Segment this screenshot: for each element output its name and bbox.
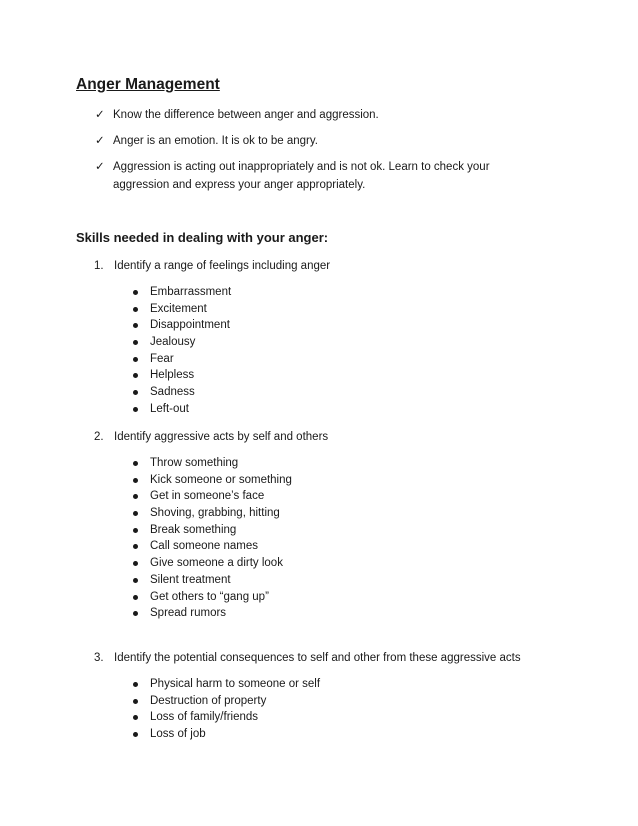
bullet-icon — [133, 511, 138, 516]
bullet-icon — [133, 461, 138, 466]
checklist-text: Aggression is acting out inappropriately and is not ok. Learn to check your aggression and express your anger appropriately. — [113, 161, 490, 191]
checkmark-icon: ✓ — [95, 109, 105, 121]
bullet-icon — [133, 611, 138, 616]
bullet-icon — [133, 544, 138, 549]
skill-text: Identify the potential consequences to self and other from these aggressive acts — [114, 652, 521, 664]
checkmark-icon: ✓ — [95, 161, 105, 173]
bullet-icon — [133, 390, 138, 395]
bullet-icon — [133, 494, 138, 499]
bullet-icon — [133, 732, 138, 737]
bullet-icon — [133, 561, 138, 566]
page-title: Anger Management — [76, 76, 220, 93]
skill-number: 1. — [94, 260, 104, 272]
bullet-icon — [133, 323, 138, 328]
checklist-text: Know the difference between anger and aggression. — [113, 109, 379, 121]
checkmark-icon: ✓ — [95, 135, 105, 147]
bullet-icon — [133, 682, 138, 687]
skill-number: 2. — [94, 431, 104, 443]
skill-text: Identify a range of feelings including anger — [114, 260, 331, 272]
bullet-icon — [133, 478, 138, 483]
bullet-icon — [133, 407, 138, 412]
bullet-icon — [133, 715, 138, 720]
bullet-icon — [133, 340, 138, 345]
bullet-icon — [133, 290, 138, 295]
skill-text: Identify aggressive acts by self and others — [114, 431, 329, 443]
skill-number: 3. — [94, 652, 104, 664]
bullet-icon — [133, 373, 138, 378]
bullet-icon — [133, 357, 138, 362]
document-page: Anger Management ✓ Know the difference between anger and aggression. ✓ Anger is an emotion. It is ok to be angry. ✓ Aggression is acting out inappropriately and is not ok. Learn to check your aggression and express your anger appropriately. Skills needed in dealing with your anger: 1. Identify a range of feelings including anger Embarrassment Excitement Disappointment Jealousy Fear Helpless Sadness Left-out 2. Identify aggressive acts by self and others Throw something Kick someone or something Get in someone’s face Shoving, grabbing, hitting Break something Call someone names Give someone a dirty look Silent treatment Get others to “gang up” Spread rumors 3. Identify the potential consequences to self and other from these aggressive acts Physical harm to someone or self Destruction of property Loss of family/friends Loss of job — [0, 0, 638, 826]
skills-heading: Skills needed in dealing with your anger: — [76, 230, 329, 245]
bullet-icon — [133, 699, 138, 704]
bullet-icon — [133, 307, 138, 312]
bullet-icon — [133, 578, 138, 583]
bullet-icon — [133, 595, 138, 600]
bullet-icon — [133, 528, 138, 533]
checklist-text: Anger is an emotion. It is ok to be angry. — [113, 135, 318, 147]
